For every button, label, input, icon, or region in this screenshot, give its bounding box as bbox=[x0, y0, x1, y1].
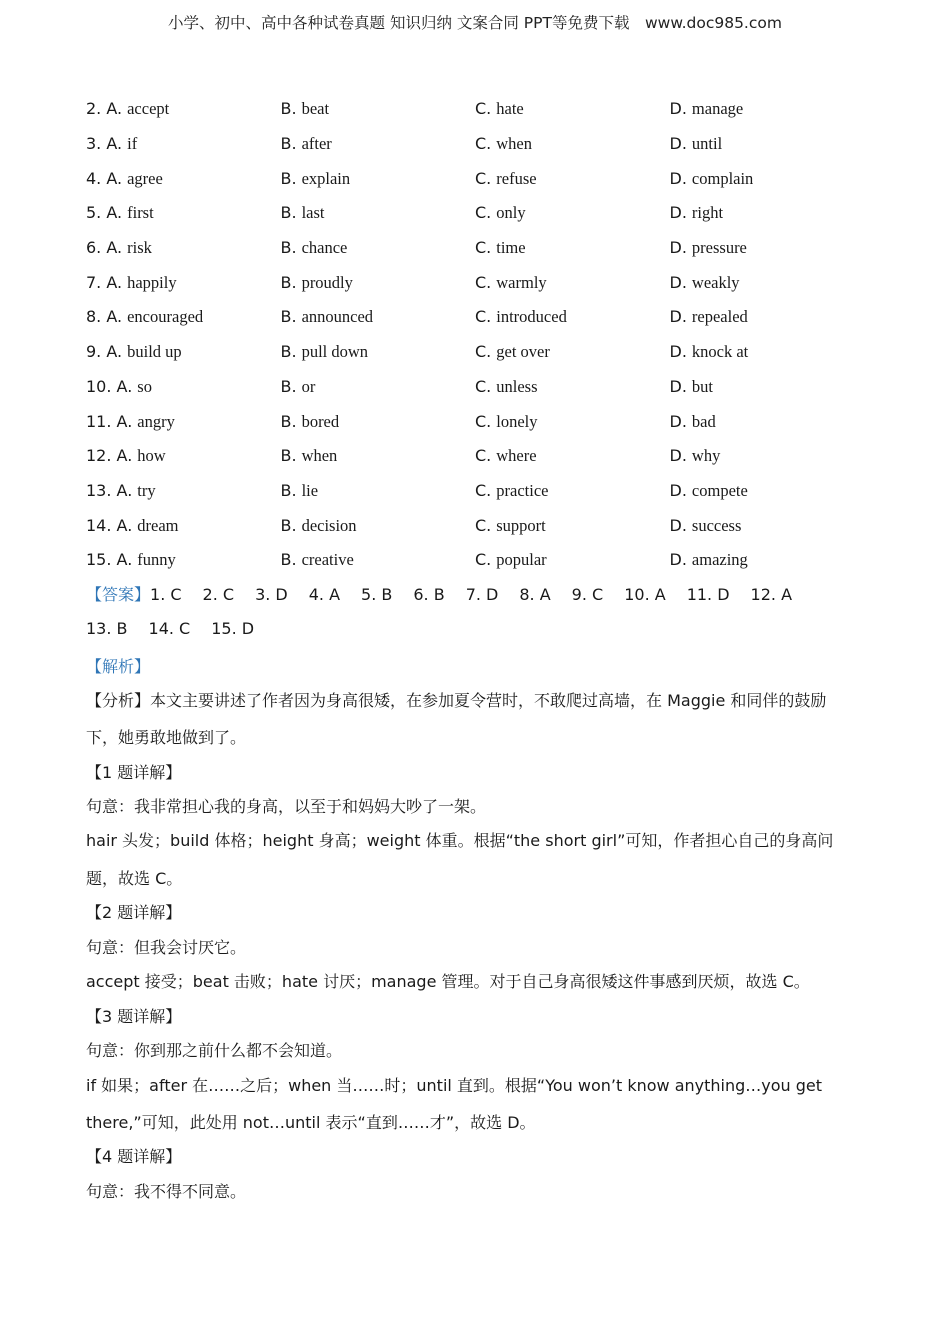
option-cell bbox=[281, 307, 476, 327]
option-text: beat bbox=[301, 99, 330, 119]
option-letter: C. bbox=[475, 168, 492, 188]
option-letter: B. bbox=[280, 168, 297, 188]
option-text: complain bbox=[691, 168, 754, 188]
option-cell bbox=[281, 169, 476, 189]
option-cell bbox=[86, 446, 281, 466]
option-letter: D. bbox=[669, 342, 687, 362]
option-cell bbox=[86, 412, 281, 432]
option-text: lonely bbox=[496, 411, 538, 431]
option-cell bbox=[670, 342, 865, 362]
option-text: get over bbox=[496, 342, 550, 362]
analysis-paragraph: 句意：但我会讨厌它。 bbox=[86, 938, 247, 957]
option-letter: B. bbox=[280, 99, 297, 119]
option-text: angry bbox=[137, 411, 175, 431]
option-letter: D. bbox=[669, 134, 687, 154]
option-letter: A. bbox=[106, 307, 123, 327]
option-letter: A. bbox=[116, 515, 133, 535]
answer-tag: 【答案】 bbox=[86, 585, 151, 604]
option-letter: A. bbox=[116, 376, 133, 396]
option-cell bbox=[670, 516, 865, 536]
answer-item: 1. C bbox=[150, 585, 182, 604]
option-text: introduced bbox=[496, 307, 567, 327]
answer-item: 12. A bbox=[750, 585, 793, 604]
option-cell bbox=[281, 99, 476, 119]
answer-item: 10. A bbox=[624, 585, 666, 604]
option-letter: D. bbox=[669, 411, 687, 431]
option-cell bbox=[281, 412, 476, 432]
option-text: build up bbox=[127, 342, 182, 362]
option-letter: D. bbox=[669, 203, 687, 223]
page-header: 小学、初中、高中各种试卷真题 知识归纳 文案合同 PPT等免费下载 www.doc985.com bbox=[168, 14, 782, 32]
option-text: encouraged bbox=[127, 307, 204, 327]
question-row bbox=[86, 300, 886, 335]
option-cell bbox=[86, 273, 281, 293]
option-cell bbox=[281, 238, 476, 258]
option-text: try bbox=[137, 480, 156, 500]
analysis-paragraph: 【分析】本文主要讲述了作者因为身高很矮，在参加夏令营时，不敢爬过高墙，在 Maggie 和同伴的鼓励 bbox=[86, 691, 827, 710]
option-letter: D. bbox=[669, 515, 687, 535]
answer-item: 9. C bbox=[571, 585, 604, 604]
option-letter: B. bbox=[280, 272, 297, 292]
option-text: until bbox=[691, 134, 723, 154]
question-number: 6. bbox=[86, 238, 107, 258]
option-cell bbox=[670, 273, 865, 293]
option-letter: B. bbox=[280, 203, 297, 223]
option-text: explain bbox=[301, 168, 351, 188]
answer-item: 8. A bbox=[519, 585, 551, 604]
option-cell bbox=[86, 203, 281, 223]
option-letter: B. bbox=[280, 550, 297, 570]
question-number: 5. bbox=[86, 203, 107, 223]
question-number: 13. bbox=[86, 480, 117, 500]
option-letter: D. bbox=[669, 550, 687, 570]
option-letter: A. bbox=[106, 168, 123, 188]
option-text: right bbox=[691, 203, 724, 223]
question-row bbox=[86, 439, 886, 474]
option-cell bbox=[475, 203, 670, 223]
option-letter: B. bbox=[280, 342, 297, 362]
option-text: announced bbox=[301, 307, 374, 327]
option-text: proudly bbox=[301, 272, 353, 292]
option-text: amazing bbox=[691, 550, 748, 570]
analysis-paragraph: 下，她勇敢地做到了。 bbox=[86, 728, 247, 747]
option-cell bbox=[281, 273, 476, 293]
analysis-paragraph: 【3 题详解】 bbox=[86, 1007, 182, 1026]
option-letter: B. bbox=[280, 515, 297, 535]
question-number: 3. bbox=[86, 134, 107, 154]
answer-item: 3. D bbox=[255, 585, 288, 604]
option-cell bbox=[670, 307, 865, 327]
analysis-paragraph: 【4 题详解】 bbox=[86, 1147, 182, 1166]
option-text: if bbox=[127, 134, 138, 154]
option-text: how bbox=[137, 446, 166, 466]
option-cell bbox=[475, 446, 670, 466]
option-letter: B. bbox=[280, 411, 297, 431]
question-number: 4. bbox=[86, 168, 107, 188]
option-text: decision bbox=[301, 515, 357, 535]
option-cell bbox=[475, 377, 670, 397]
option-letter: C. bbox=[475, 411, 492, 431]
option-text: manage bbox=[691, 99, 744, 119]
option-cell bbox=[281, 342, 476, 362]
option-text: lie bbox=[301, 480, 319, 500]
option-cell bbox=[281, 203, 476, 223]
option-cell bbox=[670, 99, 865, 119]
option-letter: A. bbox=[106, 342, 123, 362]
option-text: when bbox=[496, 134, 533, 154]
option-letter: A. bbox=[106, 272, 123, 292]
option-letter: C. bbox=[475, 238, 492, 258]
option-letter: D. bbox=[669, 480, 687, 500]
option-cell bbox=[670, 203, 865, 223]
question-number: 10. bbox=[86, 376, 117, 396]
option-cell bbox=[670, 481, 865, 501]
option-letter: B. bbox=[280, 446, 297, 466]
option-text: pull down bbox=[301, 342, 369, 362]
option-text: but bbox=[691, 376, 713, 396]
question-row bbox=[86, 161, 886, 196]
option-letter: C. bbox=[475, 446, 492, 466]
option-letter: A. bbox=[106, 203, 123, 223]
option-letter: C. bbox=[475, 342, 492, 362]
option-letter: C. bbox=[475, 99, 492, 119]
option-text: unless bbox=[496, 376, 538, 396]
option-letter: B. bbox=[280, 307, 297, 327]
question-row bbox=[86, 335, 886, 370]
question-number: 14. bbox=[86, 515, 117, 535]
option-letter: D. bbox=[669, 168, 687, 188]
option-cell bbox=[86, 342, 281, 362]
analysis-paragraph: 【1 题详解】 bbox=[86, 763, 182, 782]
option-cell bbox=[475, 481, 670, 501]
option-letter: A. bbox=[106, 99, 123, 119]
answer-item: 14. C bbox=[148, 619, 191, 638]
question-number: 11. bbox=[86, 411, 117, 431]
option-text: only bbox=[496, 203, 526, 223]
option-letter: C. bbox=[475, 307, 492, 327]
question-row bbox=[86, 231, 886, 266]
question-number: 2. bbox=[86, 99, 107, 119]
option-letter: C. bbox=[475, 515, 492, 535]
option-text: pressure bbox=[691, 238, 747, 258]
option-cell bbox=[86, 516, 281, 536]
option-cell bbox=[281, 550, 476, 570]
option-cell bbox=[86, 99, 281, 119]
option-cell bbox=[475, 412, 670, 432]
option-cell bbox=[281, 481, 476, 501]
option-cell bbox=[670, 550, 865, 570]
option-letter: C. bbox=[475, 134, 492, 154]
option-cell bbox=[670, 446, 865, 466]
question-row bbox=[86, 92, 886, 127]
option-text: first bbox=[127, 203, 154, 223]
analysis-tag: 【解析】 bbox=[86, 657, 151, 676]
option-text: agree bbox=[127, 168, 163, 188]
option-cell bbox=[475, 307, 670, 327]
option-cell bbox=[475, 169, 670, 189]
option-text: happily bbox=[127, 272, 177, 292]
option-letter: D. bbox=[669, 99, 687, 119]
option-cell bbox=[86, 238, 281, 258]
option-text: warmly bbox=[496, 272, 547, 292]
answer-item: 5. B bbox=[361, 585, 393, 604]
option-cell bbox=[281, 134, 476, 154]
option-cell bbox=[475, 550, 670, 570]
question-number: 7. bbox=[86, 272, 107, 292]
option-letter: C. bbox=[475, 203, 492, 223]
option-cell bbox=[86, 481, 281, 501]
option-letter: A. bbox=[106, 134, 123, 154]
analysis-paragraph: 题，故选 C。 bbox=[86, 869, 183, 888]
option-text: risk bbox=[127, 238, 152, 258]
answer-item: 13. B bbox=[86, 619, 128, 638]
option-cell bbox=[670, 412, 865, 432]
options-table bbox=[86, 92, 886, 578]
option-letter: A. bbox=[116, 411, 133, 431]
option-cell bbox=[281, 516, 476, 536]
analysis-paragraph: accept 接受；beat 击败；hate 讨厌；manage 管理。对于自己身高很矮这件事感到厌烦，故选 C。 bbox=[86, 972, 810, 991]
option-text: refuse bbox=[496, 168, 537, 188]
option-text: repealed bbox=[691, 307, 748, 327]
option-text: dream bbox=[137, 515, 179, 535]
option-cell bbox=[670, 238, 865, 258]
option-text: accept bbox=[127, 99, 170, 119]
question-number: 15. bbox=[86, 550, 117, 570]
option-cell bbox=[670, 169, 865, 189]
question-row bbox=[86, 370, 886, 405]
answer-item: 2. C bbox=[202, 585, 235, 604]
option-letter: D. bbox=[669, 446, 687, 466]
option-letter: A. bbox=[106, 238, 123, 258]
option-text: weakly bbox=[691, 272, 740, 292]
option-letter: C. bbox=[475, 480, 492, 500]
option-text: so bbox=[137, 376, 152, 396]
option-cell bbox=[475, 273, 670, 293]
question-row bbox=[86, 474, 886, 509]
option-letter: B. bbox=[280, 376, 297, 396]
option-letter: D. bbox=[669, 376, 687, 396]
option-text: bad bbox=[691, 411, 716, 431]
option-letter: B. bbox=[280, 480, 297, 500]
option-text: knock at bbox=[691, 342, 749, 362]
question-row bbox=[86, 404, 886, 439]
option-cell bbox=[281, 446, 476, 466]
option-text: chance bbox=[301, 238, 348, 258]
option-text: popular bbox=[496, 550, 547, 570]
option-text: when bbox=[301, 446, 338, 466]
option-letter: C. bbox=[475, 376, 492, 396]
option-cell bbox=[475, 134, 670, 154]
option-cell bbox=[670, 377, 865, 397]
analysis-paragraph: if 如果；after 在……之后；when 当……时；until 直到。根据“You won’t know anything…you get bbox=[86, 1076, 823, 1095]
option-cell bbox=[86, 307, 281, 327]
question-row bbox=[86, 543, 886, 578]
option-letter: D. bbox=[669, 307, 687, 327]
option-cell bbox=[475, 342, 670, 362]
question-row bbox=[86, 265, 886, 300]
option-text: practice bbox=[496, 480, 549, 500]
option-cell bbox=[670, 134, 865, 154]
option-text: why bbox=[691, 446, 721, 466]
option-text: support bbox=[496, 515, 546, 535]
option-cell bbox=[475, 99, 670, 119]
option-letter: D. bbox=[669, 272, 687, 292]
option-letter: A. bbox=[116, 446, 133, 466]
answer-line-2 bbox=[86, 619, 876, 638]
question-row bbox=[86, 196, 886, 231]
answer-line-1 bbox=[86, 582, 876, 605]
option-text: bored bbox=[301, 411, 340, 431]
option-text: time bbox=[496, 238, 526, 258]
option-letter: B. bbox=[280, 238, 297, 258]
option-text: funny bbox=[137, 550, 176, 570]
answer-item: 6. B bbox=[413, 585, 445, 604]
answer-item: 15. D bbox=[211, 619, 255, 638]
analysis-paragraph: 【2 题详解】 bbox=[86, 903, 182, 922]
option-cell bbox=[281, 377, 476, 397]
option-letter: A. bbox=[116, 550, 133, 570]
analysis-paragraph: hair 头发；build 体格；height 身高；weight 体重。根据“the short girl”可知，作者担心自己的身高问 bbox=[86, 831, 834, 850]
option-text: or bbox=[301, 376, 316, 396]
question-row bbox=[86, 127, 886, 162]
option-letter: B. bbox=[280, 134, 297, 154]
question-number: 12. bbox=[86, 446, 117, 466]
question-number: 8. bbox=[86, 307, 107, 327]
analysis-paragraph: 句意：我非常担心我的身高，以至于和妈妈大吵了一架。 bbox=[86, 797, 487, 816]
analysis-paragraph: there,”可知，此处用 not…until 表示“直到……才”，故选 D。 bbox=[86, 1113, 536, 1132]
analysis-paragraph: 句意：你到那之前什么都不会知道。 bbox=[86, 1041, 343, 1060]
option-cell bbox=[86, 377, 281, 397]
option-text: where bbox=[496, 446, 537, 466]
option-text: compete bbox=[691, 480, 748, 500]
answer-item: 4. A bbox=[308, 585, 341, 604]
option-letter: D. bbox=[669, 238, 687, 258]
analysis-paragraph: 句意：我不得不同意。 bbox=[86, 1182, 247, 1201]
option-text: creative bbox=[301, 550, 354, 570]
question-row bbox=[86, 508, 886, 543]
option-cell bbox=[86, 550, 281, 570]
option-letter: C. bbox=[475, 550, 492, 570]
option-text: hate bbox=[496, 99, 524, 119]
question-number: 9. bbox=[86, 342, 107, 362]
option-text: success bbox=[691, 515, 742, 535]
option-letter: C. bbox=[475, 272, 492, 292]
answer-item: 7. D bbox=[465, 585, 499, 604]
option-cell bbox=[86, 169, 281, 189]
option-cell bbox=[475, 238, 670, 258]
option-text: after bbox=[301, 134, 332, 154]
answer-item: 11. D bbox=[686, 585, 730, 604]
option-cell bbox=[475, 516, 670, 536]
option-cell bbox=[86, 134, 281, 154]
option-letter: A. bbox=[116, 480, 133, 500]
option-text: last bbox=[301, 203, 325, 223]
